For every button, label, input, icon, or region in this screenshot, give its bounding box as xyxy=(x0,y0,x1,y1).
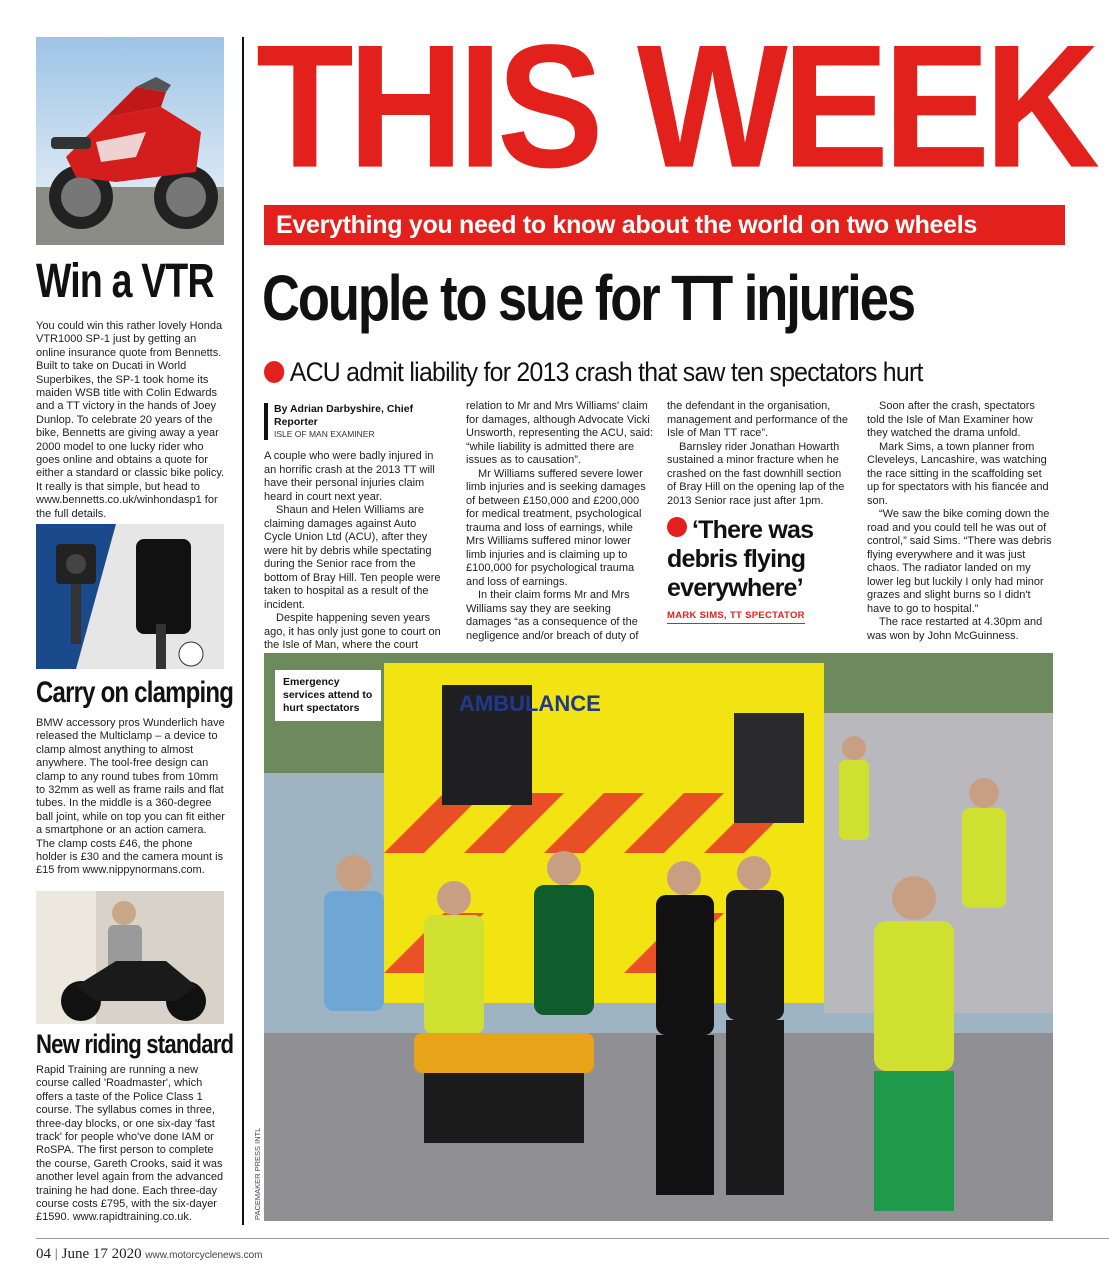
bullet-dot-icon xyxy=(667,517,687,537)
col4-para: Soon after the crash, spectators told the Isle of Man Examiner how they watched the drama unfold. xyxy=(867,400,1035,439)
masthead-title: THIS WEEK xyxy=(256,8,1095,205)
story-subhead xyxy=(264,355,923,389)
main-photo xyxy=(264,653,1053,1221)
masthead-strap: Everything you need to know about the world on two wheels xyxy=(264,205,1065,245)
riding-heading: New riding standard xyxy=(36,1029,234,1059)
col4-para: The race restarted at 4.30pm and was won by John McGuinness. xyxy=(867,616,1043,642)
footer xyxy=(36,1246,263,1263)
multiclamp-illustration xyxy=(36,524,224,669)
col2-para: relation to Mr and Mrs Williams' claim for damages, although Advocate Vicki Unsworth, representing the ACU, said: “while liability is admitted there are issues as to causation”. xyxy=(466,400,654,466)
pull-credit-wrap xyxy=(667,609,807,623)
col1-para: Shaun and Helen Williams are claiming damages against Auto Cycle Union Ltd (ACU), after they were hit by debris while spectating during the Senior race from the bottom of Bray Hill. Ten people were taken to hospital as a result of the incident. xyxy=(264,504,441,611)
ambulance-scene-illustration xyxy=(264,653,1053,1221)
ambulance-sign: AMBULANCE xyxy=(459,691,601,716)
byline-org: ISLE OF MAN EXAMINER xyxy=(274,429,375,439)
multiclamp-photo xyxy=(36,524,224,669)
col3-para: the defendant in the organisation, management and performance of the Isle of Man TT race”. xyxy=(667,400,849,439)
website-url: www.motorcyclenews.com xyxy=(145,1250,263,1261)
bullet-dot-icon xyxy=(264,361,284,383)
vtr-body: You could win this rather lovely Honda VTR1000 SP-1 just by getting an online insurance quote from Bennetts. Built to take on Ducati in World Superbikes, the SP-1 took home its maiden WSB title with Colin Edwards and a TT victory in the hands of Joey Dunlop. To celebrate 20 years of the bike, Bennetts are giving away a year 2000 model to one lucky rider who goes online and obtains a quote for either a standard or classic bike policy. It really is that simple, but head to www.bennetts.co.uk/winhondasp1 for the full details. xyxy=(36,320,225,520)
col4-para: “We saw the bike coming down the road and you could tell he was out of control,” said Sims. “There was debris flying everywhere and it was just chaos. The radiator landed on my lower leg but luckily I only had minor grazes and slight burns so I didn't have to go to hospital.” xyxy=(867,508,1052,615)
riding-photo xyxy=(36,891,224,1024)
col1-para: A couple who were badly injured in an horrific crash at the 2013 TT will have their personal injuries claim heard in court next year. xyxy=(264,450,435,503)
clamp-body: BMW accessory pros Wunderlich have released the Multiclamp – a device to clamp almost anything to almost anywhere. The tool-free design can clamp to any round tubes from 10mm to 32mm as well as frame rails and flat tubes. In the middle is a 360-degree ball joint, while on top you can fit either a smartphone or an action camera. The clamp costs £46, the phone holder is £30 and the camera mount is £15 from www.nippynormans.com. xyxy=(36,717,225,877)
pull-quote xyxy=(667,516,853,603)
vtr-heading: Win a VTR xyxy=(36,255,214,308)
clamp-heading: Carry on clamping xyxy=(36,676,234,709)
story-subhead-text: ACU admit liability for 2013 crash that saw ten spectators hurt xyxy=(289,357,923,387)
byline-author: By Adrian Darbyshire, Chief Reporter xyxy=(274,403,414,428)
col3-para: Barnsley rider Jonathan Howarth sustained a minor fracture when he crashed on the fast downhill section of Bray Hill on the opening lap of the 2013 Senior race just after 1pm. xyxy=(667,440,845,507)
col2-para: In their claim forms Mr and Mrs Williams say they are seeking damages “as a consequence of the negligence and/or breach of duty of xyxy=(466,589,639,642)
col4-para: Mark Sims, a town planner from Cleveleys, Lancashire, was watching the race sitting in the scaffolding set up for spectators with his fiancée and son. xyxy=(867,440,1049,507)
pull-quote-text: ‘There was debris flying everywhere’ xyxy=(667,516,814,602)
story-column-4 xyxy=(867,400,1053,643)
sidebar-divider xyxy=(242,37,244,1225)
story-column-1 xyxy=(264,403,446,680)
vtr-photo xyxy=(36,37,224,245)
pull-quote-credit: MARK SIMS, TT SPECTATOR xyxy=(667,610,805,624)
col2-para: Mr Williams suffered severe lower limb injuries and is seeking damages of between £150,000 and £200,000 for medical treatment, psychological trauma and loss of earnings, while Mrs Williams suffered minor lower limb injuries and is claiming up to £100,000 for psychological trauma and loss of earnings. xyxy=(466,467,646,588)
story-column-2 xyxy=(466,400,654,643)
photo-caption: Emergency services attend to hurt spectators xyxy=(275,670,381,721)
honda-vtr-illustration xyxy=(36,37,224,245)
photo-credit: PACEMAKER PRESS INTL xyxy=(253,1127,262,1220)
story-headline: Couple to sue for TT injuries xyxy=(262,262,914,334)
riding-body: Rapid Training are running a new course called 'Roadmaster', which offers a taste of the Police Class 1 course. The syllabus comes in three, three-day blocks, or one six-day 'fast track' for people who've done IAM or RoSPA. The first person to complete the course, Gareth Crooks, said it was another level again from the advanced training he had done. Each three-day course costs £795, with the six-dayer £1590. www.rapidtraining.co.uk. xyxy=(36,1064,224,1224)
motorbike-rider-illustration xyxy=(36,891,224,1024)
byline xyxy=(264,403,446,440)
footer-rule xyxy=(36,1238,1109,1239)
footer-sep: | xyxy=(54,1246,62,1261)
page-number: 04 xyxy=(36,1246,51,1262)
col1-para: Despite happening seven years ago, it has only just gone to court on the Isle of Man, where the court xyxy=(264,612,441,651)
issue-date: June 17 2020 xyxy=(61,1246,142,1262)
story-column-3 xyxy=(667,400,853,623)
